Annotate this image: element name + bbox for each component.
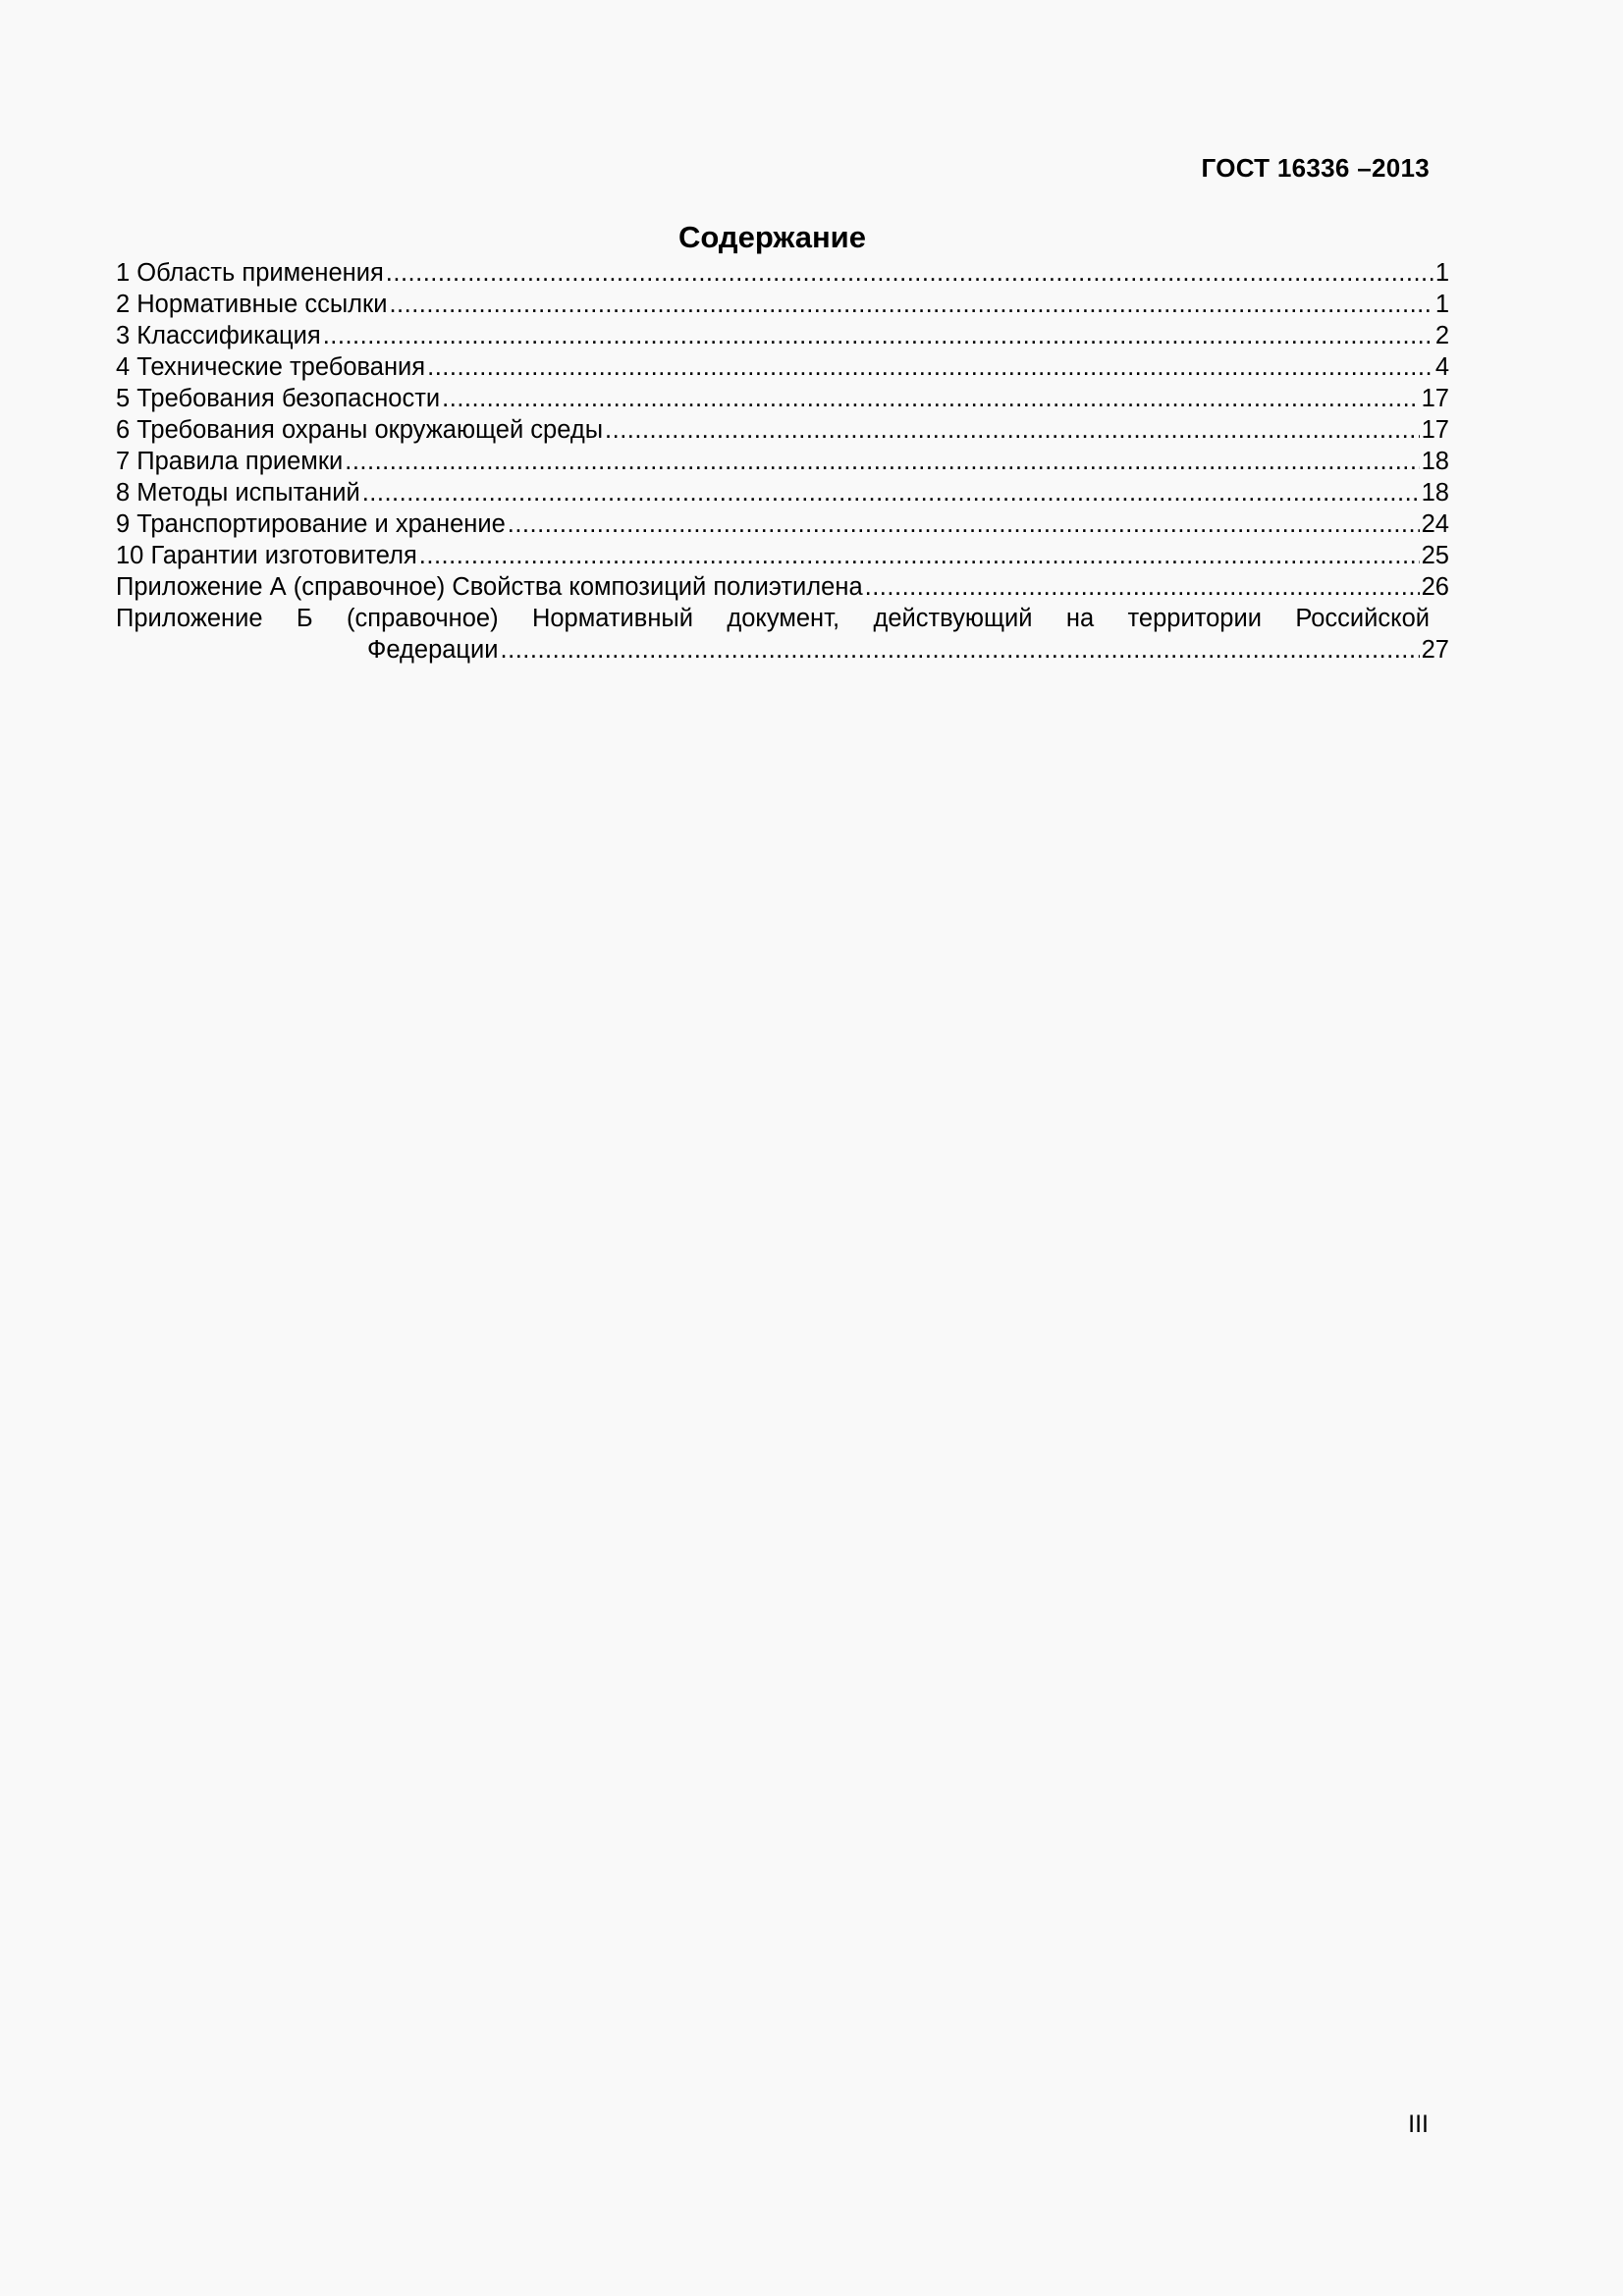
toc-entry-page: 1	[1434, 259, 1449, 287]
toc-entry[interactable]	[116, 540, 1449, 571]
toc-entry-page: 24	[1421, 510, 1449, 538]
toc-dot-leader	[345, 446, 1419, 477]
toc-dot-leader	[605, 414, 1420, 446]
toc-dot-leader	[427, 351, 1434, 383]
toc-entry-page: 18	[1421, 479, 1449, 507]
toc-dot-leader	[386, 257, 1434, 289]
toc-entry-label: 5 Требования безопасности	[116, 385, 441, 412]
toc-entry-label: 1 Область применения	[116, 259, 384, 287]
toc-entry-page: 17	[1421, 416, 1449, 444]
toc-entry-page: 25	[1421, 542, 1449, 569]
toc-entry[interactable]	[116, 351, 1449, 383]
toc-entry-continuation[interactable]	[116, 634, 1449, 666]
toc-dot-leader	[389, 289, 1433, 320]
toc-entry[interactable]	[116, 257, 1449, 289]
toc-entry[interactable]	[116, 477, 1449, 508]
toc-entry-label: 3 Классификация	[116, 322, 321, 349]
toc-entry[interactable]	[116, 320, 1449, 351]
toc-entry-label: 9 Транспортирование и хранение	[116, 510, 506, 538]
toc-entry-label: 10 Гарантии изготовителя	[116, 542, 417, 569]
toc-entry-label-continuation: Федерации	[367, 636, 499, 664]
toc-dot-leader	[865, 571, 1420, 603]
toc-entry-appendix-b[interactable]	[116, 603, 1430, 634]
toc-entry-label: 2 Нормативные ссылки	[116, 291, 388, 318]
toc-entry-label: Приложение А (справочное) Свойства композиций полиэтилена	[116, 573, 863, 601]
toc-entry-label: 7 Правила приемки	[116, 448, 344, 475]
toc-dot-leader	[442, 383, 1419, 414]
toc-entry-label: 6 Требования охраны окружающей среды	[116, 416, 604, 444]
toc-dot-leader	[508, 508, 1420, 540]
toc-entry-page: 2	[1434, 322, 1449, 349]
table-of-contents	[116, 257, 1449, 666]
toc-entry[interactable]	[116, 289, 1449, 320]
toc-entry[interactable]	[116, 414, 1449, 446]
page-number: III	[1408, 2110, 1429, 2138]
toc-entry[interactable]	[116, 446, 1449, 477]
toc-entry[interactable]	[116, 571, 1449, 603]
toc-dot-leader	[501, 634, 1420, 666]
toc-dot-leader	[362, 477, 1420, 508]
toc-entry-page: 17	[1421, 385, 1449, 412]
toc-entry-page: 1	[1434, 291, 1449, 318]
toc-dot-leader	[419, 540, 1420, 571]
toc-entry-page: 26	[1421, 573, 1449, 601]
toc-title: Содержание	[678, 220, 866, 254]
toc-entry[interactable]	[116, 508, 1449, 540]
toc-entry-page: 4	[1434, 353, 1449, 381]
toc-entry-page: 18	[1421, 448, 1449, 475]
toc-entry[interactable]	[116, 383, 1449, 414]
toc-entry-page: 27	[1421, 636, 1449, 664]
toc-dot-leader	[323, 320, 1434, 351]
standard-code-header: ГОСТ 16336 –2013	[1201, 153, 1430, 183]
toc-entry-label: 4 Технические требования	[116, 353, 426, 381]
toc-entry-label: Приложение Б (справочное) Нормативный документ, действующий на территории Российской	[116, 605, 1430, 632]
toc-entry-label: 8 Методы испытаний	[116, 479, 360, 507]
